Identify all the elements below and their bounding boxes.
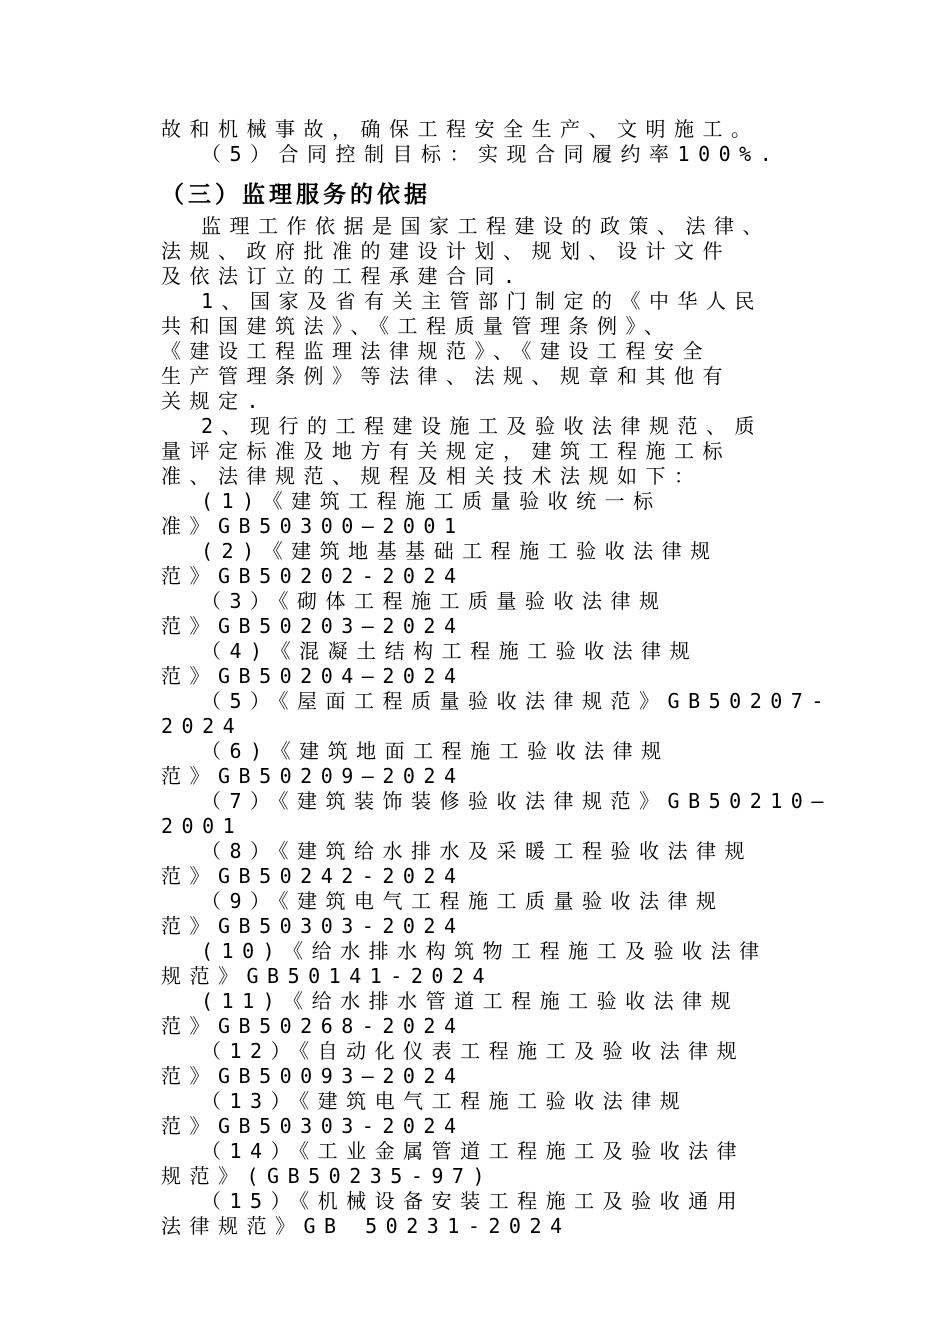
- list-item: （6)《建筑地面工程施工验收法律规: [201, 739, 670, 763]
- list-item: （13）《建筑电气工程施工验收法律规: [201, 1089, 689, 1113]
- body-line: 关规定.: [161, 389, 268, 413]
- body-line: 共和国建筑法》、《工程质量管理条例》、: [161, 314, 673, 338]
- list-item: （12）《自动化仪表工程施工及验收法律规: [201, 1039, 746, 1063]
- body-line: 量评定标准及地方有关规定，建筑工程施工标: [161, 439, 731, 463]
- body-line: 生产管理条例》等法律、法规、规章和其他有: [161, 364, 731, 388]
- list-item-cont: 规范》GB50141-2024: [161, 964, 493, 988]
- list-item-cont: 准》GB50300—2001: [161, 514, 465, 538]
- body-line: 1、国家及省有关主管部门制定的《中华人民: [201, 289, 764, 313]
- list-item: (1)《建筑工程施工质量验收统一标: [201, 489, 662, 513]
- list-item-cont: 法律规范》GB 50231-2024: [161, 1214, 571, 1238]
- list-item-cont: 范》GB50203—2024: [161, 614, 465, 638]
- list-item-cont: 规范》(GB50235-97): [161, 1164, 493, 1188]
- body-line: 监理工作依据是国家工程建设的政策、法律、: [201, 214, 771, 238]
- list-item: (10)《给水排水构筑物工程施工及验收法律: [201, 939, 768, 963]
- list-item-cont: 范》GB50204—2024: [161, 664, 465, 688]
- list-item: （8）《建筑给水排水及采暖工程验收法律规: [201, 839, 754, 863]
- body-line: （5）合同控制目标：实现合同履约率100%.: [201, 142, 781, 166]
- body-line: 及依法订立的工程承建合同.: [161, 264, 524, 288]
- body-line: 《建设工程监理法律规范》、《建设工程安全: [161, 339, 711, 363]
- list-item: （7）《建筑装饰装修验收法律规范》GB50210—: [201, 789, 832, 813]
- list-item-cont: 2024: [161, 714, 244, 738]
- list-item-cont: 范》GB50268-2024: [161, 1014, 465, 1038]
- list-item-cont: 范》GB50093—2024: [161, 1064, 465, 1088]
- list-item-cont: 范》GB50202-2024: [161, 564, 465, 588]
- section-heading: （三）监理服务的依据: [161, 182, 431, 208]
- list-item: （9）《建筑电气工程施工质量验收法律规: [201, 889, 725, 913]
- list-item-cont: 范》GB50303-2024: [161, 1114, 465, 1138]
- list-item-cont: 范》GB50209—2024: [161, 764, 465, 788]
- list-item: （15）《机械设备安装工程施工及验收通用: [201, 1189, 746, 1213]
- body-line: 法规、政府批准的建设计划、规划、设计文件: [161, 239, 731, 263]
- body-line: 2、现行的工程建设施工及验收法律规范、质: [201, 414, 764, 438]
- body-line: 准、法律规范、规程及相关技术法规如下：: [161, 464, 703, 488]
- list-item: (11)《给水排水管道工程施工验收法律规: [201, 989, 740, 1013]
- body-line: 故和机械事故，确保工程安全生产、文明施工。: [161, 117, 760, 141]
- list-item-cont: 范》GB50303-2024: [161, 914, 465, 938]
- list-item-cont: 范》GB50242-2024: [161, 864, 465, 888]
- list-item: （14）《工业金属管道工程施工及验收法律: [201, 1139, 746, 1163]
- list-item: （3）《砌体工程施工质量验收法律规: [201, 589, 668, 613]
- list-item: （5）《屋面工程质量验收法律规范》GB50207-: [201, 689, 832, 713]
- list-item: （4)《混凝土结构工程施工验收法律规: [201, 639, 699, 663]
- list-item-cont: 2001: [161, 814, 244, 838]
- list-item: (2)《建筑地基基础工程施工验收法律规: [201, 539, 719, 563]
